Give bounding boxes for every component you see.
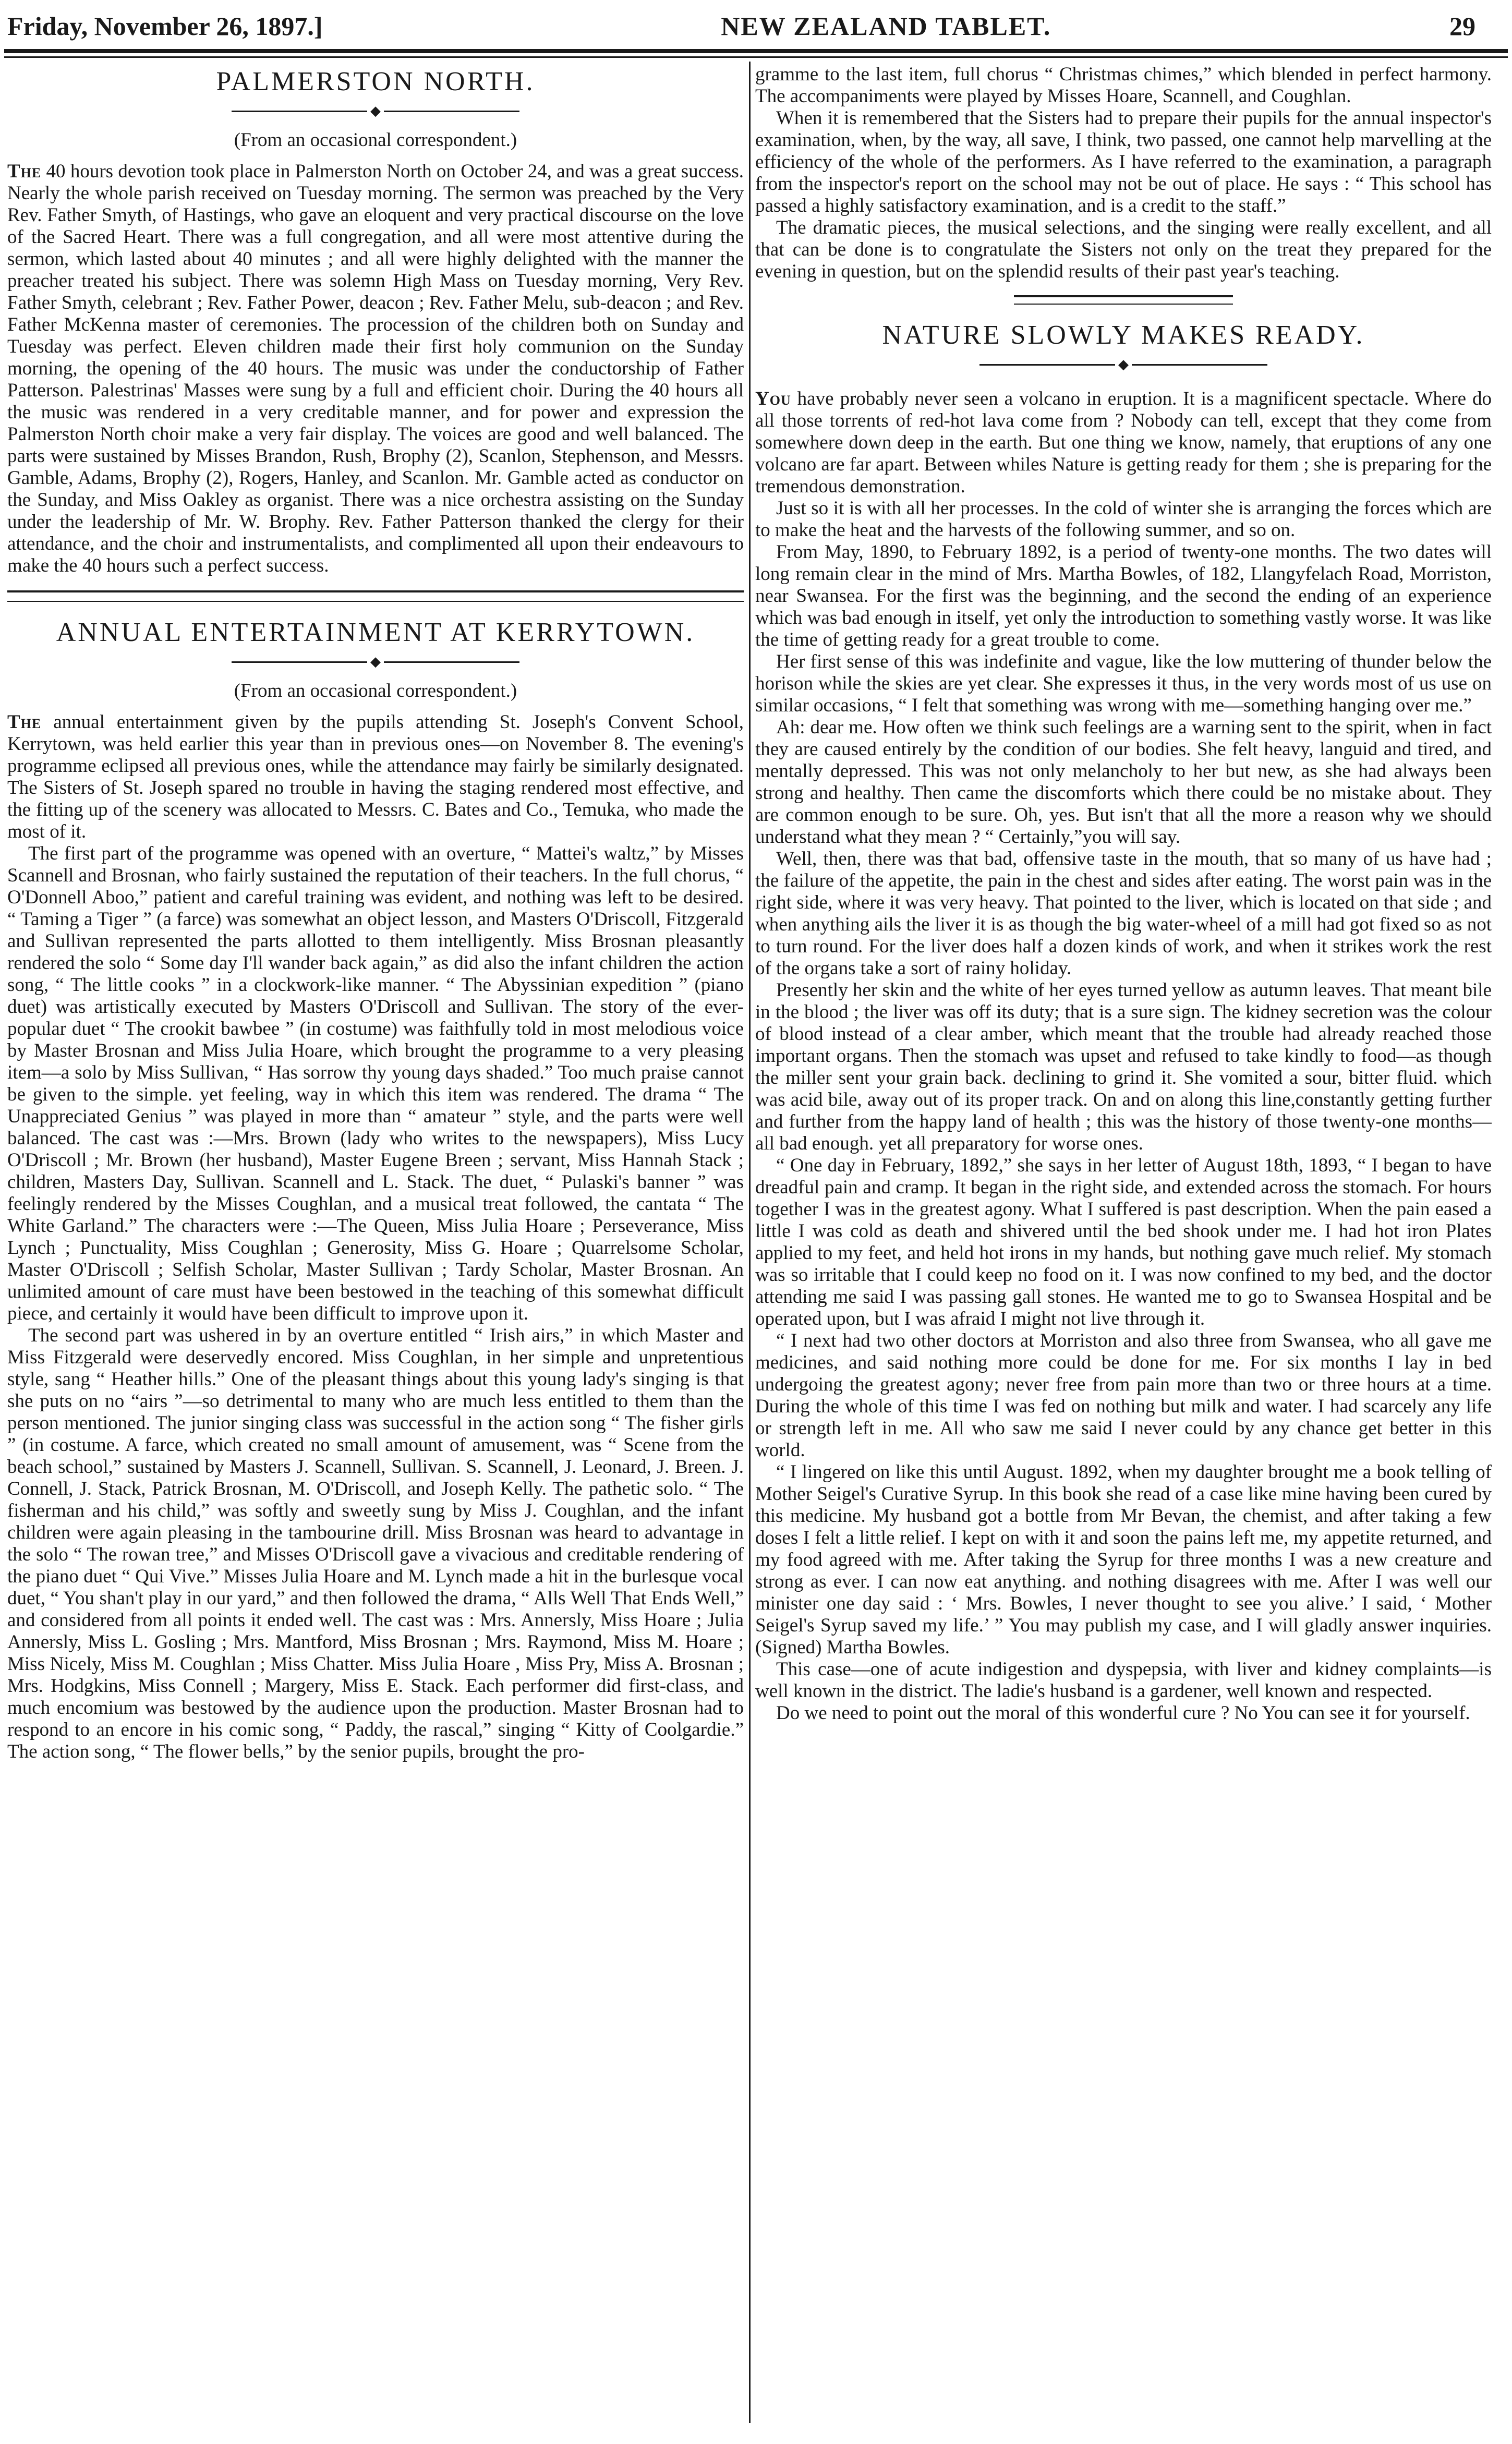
- left-column: [7, 64, 744, 2423]
- article-paragraph: The dramatic pieces, the musical selections, and the singing were really excellent, and all that can be done is to congratulate the Sisters not only on the treat they prepared for the evening in question, but on the splendid results of their past year's teaching.: [755, 217, 1492, 282]
- lead-word: You: [755, 388, 791, 410]
- diamond-icon: ◆: [370, 654, 381, 670]
- article-kerrytown: [7, 614, 744, 1763]
- column-divider: [749, 62, 751, 2423]
- article-paragraph: The annual entertainment given by the pupils attending St. Joseph's Convent School, Kerrytown, was held earlier this year than in previous ones—on November 8. The evening's programme eclipsed all previous ones, while the attendance may fairly be similarly designated. The Sisters of St. Joseph spared no trouble in having the staging rendered most effective, and the fitting up of the scenery was allocated to Messrs. C. Bates and Co., Temuka, who made the most of it.: [7, 711, 744, 843]
- article-palmerston-north: [7, 64, 744, 577]
- article-paragraph: When it is remembered that the Sisters had to prepare their pupils for the annual inspector's examination, when, by the way, all save, I think, two passed, one cannot help marvelling at the efficiency of the whole of the performers. As I have referred to the examination, a paragraph from the inspector's report on the school may not be out of place. He says : “ This school has passed a highly satisfactory examination, and is a credit to the staff.”: [755, 107, 1492, 216]
- article-paragraph: The second part was ushered in by an overture entitled “ Irish airs,” in which Master and Miss Fitzgerald were deservedly encored. Miss Coughlan, in her simple and unpretentious style, sang “ Heather hills.” One of the pleasant things about this young lady's singing is that she puts on no “airs ”—so detrimental to many who are much less entitled to them than the person mentioned. The junior singing class was successful in the action song “ The fisher girls ” (in costume. A farce, which created no small amount of amusement, was “ Scene from the beach school,” sustained by Masters J. Scannell, Sullivan. S. Scannell, J. Leonard, J. Breen. J. Connell, J. Stack, Patrick Brosnan, M. O'Driscoll, and Joseph Kelly. The pathetic solo. “ The fisherman and his child,” was softly and sweetly sung by Miss J. Coughlan, and the infant children were again pleasing in the tambourine drill. Miss Brosnan was heard to advantage in the solo “ The rowan tree,” and Misses O'Driscoll gave a vivacious and creditable rendering of the piano duet “ Qui Vive.” Misses Julia Hoare and M. Lynch made a hit in the burlesque vocal duet, “ You shan't play in our yard,” and then followed the drama, “ Alls Well That Ends Well,” and considered from all points it ended well. The cast was : Mrs. Annersly, Miss Hoare ; Julia Annersly, Miss L. Gosling ; Mrs. Mantford, Miss Brosnan ; Mrs. Raymond, Miss M. Hoare ; Miss Nicely, Miss M. Coughlan ; Miss Chatter. Miss Julia Hoare , Miss Pry, Miss A. Brosnan ; Mrs. Hodgkins, Miss Connell ; Margery, Miss E. Stack. Each performer did first-class, and much encomium was bestowed by the audience upon the production. Master Brosnan had to respond to an encore in his comic song, “ Paddy, the rascal,” singing “ Kitty of Coolgardie.” The action song, “ The flower bells,” by the senior pupils, brought the pro-: [7, 1325, 744, 1763]
- section-separator: [1014, 295, 1233, 305]
- article-paragraph: Well, then, there was that bad, offensive taste in the mouth, that so many of us have had ; the failure of the appetite, the pain in the chest and sides after eating. The worst pain was in the right side, where it was very heavy. That pointed to the liver, which is located on that side ; and when anything ails the liver it is as though the big water-wheel of a mill had got fixed so as not to turn round. For the liver does half a dozen kinds of work, and when it strikes work the rest of the organs take a sort of rainy holiday.: [755, 848, 1492, 979]
- article-paragraph: Presently her skin and the white of her eyes turned yellow as autumn leaves. That meant bile in the blood ; the liver was off its duty; that is a sure sign. The kidney secretion was the colour of blood instead of a clear amber, which meant that the trouble had already reached those important organs. Then the stomach was upset and refused to take kindly to food—as though the miller sent your grain back. declining to grind it. She vomited a sour, bitter fluid. which was acid bile, away out of its proper track. On and on along this line,constantly getting further and further from the happy land of health ; this was the history of those twenty-one months—all bad enough. yet all preparatory for worse ones.: [755, 979, 1492, 1155]
- article-paragraph: “ One day in February, 1892,” she says in her letter of August 18th, 1893, “ I began to have dreadful pain and cramp. It began in the right side, and extended across the stomach. For hours together I was in the greatest agony. What I suffered is past description. When the pain eased a little I was cold as death and shivered until the bed shook under me. I had hot iron Plates applied to my feet, and held hot irons in my hands, but nothing gave much relief. My stomach was so irritable that I could keep no food on it. I was now confined to my bed, and the doctor attending me said I was passing gall stones. He wanted me to go to Swansea Hospital and be operated upon, but I was afraid I might not live through it.: [755, 1155, 1492, 1330]
- lead-word: The: [7, 711, 42, 733]
- ornament-divider: [755, 357, 1492, 371]
- article-paragraph: gramme to the last item, full chorus “ Christmas chimes,” which blended in perfect harmony. The accompaniments were played by Misses Hoare, Scannell, and Coughlan.: [755, 64, 1492, 107]
- article-heading: NATURE SLOWLY MAKES READY.: [882, 320, 1365, 350]
- article-paragraph: You have probably never seen a volcano in eruption. It is a magnificent spectacle. Where do all those torrents of red-hot lava come from ? Nobody can tell, except that they come from somewhere down deep in the earth. But one thing we know, namely, that eruptions of any one volcano are far apart. Between whiles Nature is getting ready for them ; she is preparing for the tremendous demonstration.: [755, 388, 1492, 498]
- masthead-rule-thick: [4, 49, 1508, 53]
- masthead-rule-thin: [4, 56, 1508, 58]
- diamond-icon: ◆: [370, 103, 381, 119]
- lead-word: The: [7, 161, 42, 183]
- diamond-icon: ◆: [1118, 357, 1129, 372]
- ornament-divider: [7, 103, 744, 118]
- section-separator: [7, 590, 744, 602]
- masthead: [0, 5, 1512, 47]
- publication-title: NEW ZEALAND TABLET.: [721, 11, 1051, 41]
- article-paragraph: This case—one of acute indigestion and dyspepsia, with liver and kidney complaints—is well known in the district. The ladie's husband is a gardener, well known and respected.: [755, 1659, 1492, 1702]
- article-heading: ANNUAL ENTERTAINMENT AT KERRYTOWN.: [56, 618, 695, 648]
- article-paragraph: “ I lingered on like this until August. 1892, when my daughter brought me a book telling of Mother Seigel's Curative Syrup. In this book she read of a case like mine having been cured by this medicine. My husband got a bottle from Mr Bevan, the chemist, and after taking a few doses I felt a little relief. I kept on with it and soon the pains left me, my appetite returned, and my food agreed with me. After taking the Syrup for three months I was a new creature and strong as ever. I can now eat anything. and nothing disagrees with me. After I was well our minister one day said : ‘ Mrs. Bowles, I never thought to see you alive.’ I said, ‘ Mother Seigel's Syrup saved my life.’ ” You may publish my case, and I will gladly answer inquiries. (Signed) Martha Bowles.: [755, 1461, 1492, 1659]
- article-paragraph: Ah: dear me. How often we think such feelings are a warning sent to the spirit, when in fact they are caused entirely by the condition of our bodies. She felt heavy, languid and tired, and mentally depressed. This was not only melancholy to her but new, as she had always been strong and healthy. Then came the discomforts which there could be no mistake about. They are common enough to be sure. Oh, yes. But isn't that all the more a reason why we should understand what they mean ? “ Certainly,”you will say.: [755, 717, 1492, 848]
- article-paragraph: From May, 1890, to February 1892, is a period of twenty-one months. The two dates will long remain clear in the mind of Mrs. Martha Bowles, of 182, Llangyfelach Road, Morriston, near Swansea. For the first was the beginning, and the second the ending of an experience which was bad enough in itself, yet only the introduction to something vastly worse. It was like the time of getting ready for a great trouble to come.: [755, 541, 1492, 651]
- article-paragraph: Just so it is with all her processes. In the cold of winter she is arranging the forces which are to make the heat and the harvests of the following summer, and so on.: [755, 498, 1492, 541]
- article-paragraph: The 40 hours devotion took place in Palmerston North on October 24, and was a great success. Nearly the whole parish received on Tuesday morning. The sermon was preached by the Very Rev. Father Smyth, of Hastings, who gave an eloquent and very practical discourse on the love of the Sacred Heart. There was a full congregation, and all were most attentive during the sermon, which lasted about 40 minutes ; and all were highly delighted with the manner the preacher treated his subject. There was solemn High Mass on Tuesday morning, Very Rev. Father Smyth, celebrant ; Rev. Father Power, deacon ; Rev. Father Melu, sub-deacon ; and Rev. Father McKenna master of ceremonies. The procession of the children both on Sunday and Tuesday was perfect. Eleven children made their first holy communion on the Sunday morning, the opening of the 40 hours. The music was under the conductorship of Father Patterson. Palestrinas' Masses were sung by a full and efficient choir. During the 40 hours all the music was rendered in a very creditable manner, and for power and expression the Palmerston North choir make a very fair display. The voices are good and well balanced. The parts were sustained by Misses Brandon, Rush, Brophy (2), Scanlon, Stephenson, and Messrs. Gamble, Adams, Brophy (2), Rogers, Hanley, and Scanlon. Mr. Gamble acted as conductor on the Sunday, and Miss Oakley as organist. There was a nice orchestra assisting on the Sunday under the leadership of Mr. W. Brophy. Rev. Father Patterson thanked the clergy for their attendance, and the choir and instrumentalists, and complimented all upon their endeavours to make the 40 hours such a perfect success.: [7, 161, 744, 577]
- page-number: 29: [1449, 11, 1475, 41]
- article-paragraph: “ I next had two other doctors at Morriston and also three from Swansea, who all gave me medicines, and said nothing more could be done for me. For six months I lay in bed undergoing the greatest agony; never free from pain more than two or three hours at a time. During the whole of this time I was fed on nothing but milk and water. I had scarcely any life or strength left in me. All who saw me said I never could by any chance get better in this world.: [755, 1330, 1492, 1461]
- ornament-divider: [7, 654, 744, 669]
- article-paragraph: Do we need to point out the moral of this wonderful cure ? No You can see it for yourself.: [776, 1702, 1470, 1724]
- article-paragraph: Her first sense of this was indefinite and vague, like the low muttering of thunder below the horison while the skies are yet clear. She expresses it thus, in the very words most of us use on similar occasions, “ I felt that something was wrong with me—something hanging over me.”: [755, 651, 1492, 717]
- article-byline: (From an occasional correspondent.): [234, 129, 517, 151]
- right-column: [755, 64, 1492, 2423]
- article-byline: (From an occasional correspondent.): [234, 680, 517, 702]
- article-paragraph: The first part of the programme was opened with an overture, “ Mattei's waltz,” by Misses Scannell and Brosnan, who fairly sustained the reputation of their teachers. In the full chorus, “ O'Donnell Aboo,” patient and careful training was evident, and nothing was left to be desired. “ Taming a Tiger ” (a farce) was somewhat an object lesson, and Masters O'Driscoll, Fitzgerald and Sullivan represented the parts allotted to them intelligently. Miss Brosnan pleasantly rendered the solo “ Some day I'll wander back again,” as did also the infant children the action song, “ The little cooks ” in a clockwork-like manner. “ The Abyssinian expedition ” (piano duet) was artistically executed by Masters O'Driscoll and Sullivan. The story of the ever-popular duet “ The crookit bawbee ” (in costume) was faithfully told in most melodious voice by Master Brosnan and Miss Julia Hoare, which brought the programme to a very pleasing item—a solo by Miss Sullivan, “ Has sorrow thy young days shaded.” Too much praise cannot be given to the simple. yet feeling, way in which this item was rendered. The drama “ The Unappreciated Genius ” was played in more than “ amateur ” style, and the parts were well balanced. The cast was :—Mrs. Brown (lady who writes to the newspapers), Miss Lucy O'Driscoll ; Mr. Brown (her husband), Master Eugene Breen ; servant, Miss Hannah Stack ; children, Masters Day, Sullivan. Scannell and L. Stack. The duet, “ Pulaski's banner ” was feelingly rendered by the Misses Coughlan, and a musical treat followed, the cantata “ The White Garland.” The characters were :—The Queen, Miss Julia Hoare ; Perseverance, Miss Lynch ; Punctuality, Miss Coughlan ; Generosity, Miss G. Hoare ; Quarrelsome Scholar, Master O'Driscoll ; Selfish Scholar, Master Sullivan ; Tardy Scholar, Master Brosnan. An unlimited amount of care must have been bestowed in the teaching of this somewhat difficult piece, and certainly it would have been difficult to improve upon it.: [7, 843, 744, 1325]
- article-heading: PALMERSTON NORTH.: [216, 67, 535, 96]
- issue-date: Friday, November 26, 1897.]: [7, 11, 323, 41]
- article-kerrytown-continued: [755, 64, 1492, 283]
- article-nature-slowly-makes-ready: [755, 317, 1492, 1724]
